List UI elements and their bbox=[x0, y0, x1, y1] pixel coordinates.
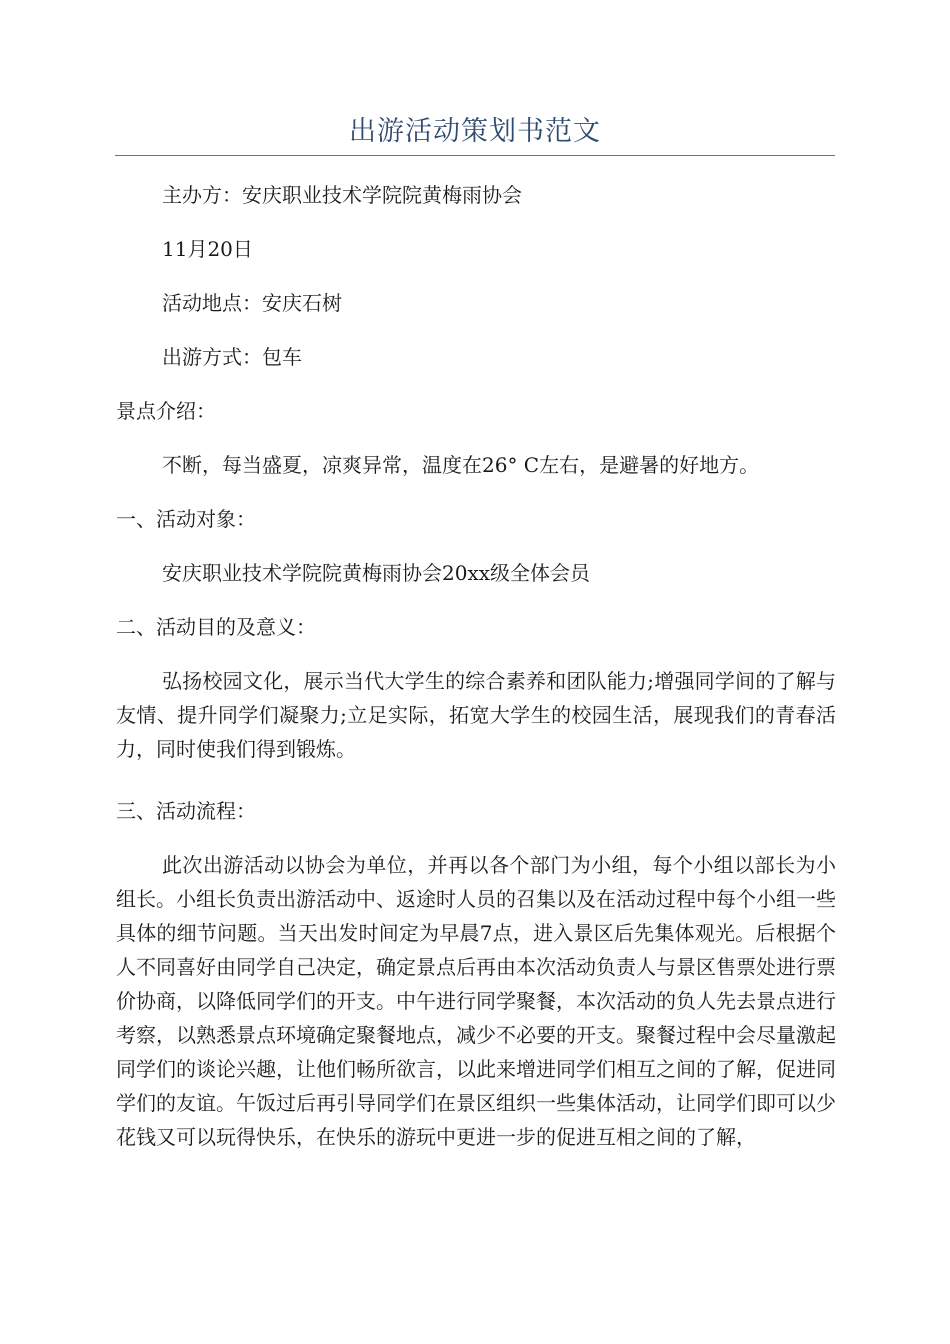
organizer-line: 主办方：安庆职业技术学院院黄梅雨协会 bbox=[162, 183, 522, 207]
section2-heading: 二、活动目的及意义： bbox=[116, 615, 316, 639]
title-underline bbox=[115, 155, 835, 156]
section1-heading: 一、活动对象： bbox=[116, 507, 256, 531]
section3-heading: 三、活动流程： bbox=[116, 799, 256, 823]
document-title: 出游活动策划书范文 bbox=[349, 116, 601, 147]
scenic-text: 不断，每当盛夏，凉爽异常，温度在26° C左右，是避暑的好地方。 bbox=[162, 453, 760, 477]
location-line: 活动地点：安庆石树 bbox=[162, 291, 342, 315]
transport-line: 出游方式：包车 bbox=[162, 345, 302, 369]
section1-text: 安庆职业技术学院院黄梅雨协会20xx级全体会员 bbox=[162, 561, 591, 585]
section2-paragraph: 弘扬校园文化，展示当代大学生的综合素养和团队能力;增强同学间的了解与友情、提升同学们凝聚力;立足实际，拓宽大学生的校园生活，展现我们的青春活力，同时使我们得到锻炼。 bbox=[116, 669, 836, 761]
scenic-heading: 景点介绍： bbox=[116, 399, 216, 423]
section3-paragraph: 此次出游活动以协会为单位，并再以各个部门为小组，每个小组以部长为小组长。小组长负责出游活动中、返途时人员的召集以及在活动过程中每个小组一些具体的细节问题。当天出发时间定为早晨7点，进入景区后先集体观光。后根据个人不同喜好由同学自己决定，确定景点后再由本次活动负责人与景区售票处进行票价协商，以降低同学们的开支。中午进行同学聚餐，本次活动的负人先去景点进行考察，以熟悉景点环境确定聚餐地点，减少不必要的开支。聚餐过程中会尽量激起同学们的谈论兴趣，让他们畅所欲言，以此来增进同学们相互之间的了解，促进同学们的友谊。午饭过后再引导同学们在景区组织一些集体活动，让同学们即可以少花钱又可以玩得快乐，在快乐的游玩中更进一步的促进互相之间的了解， bbox=[116, 853, 836, 1149]
date-line: 11月20日 bbox=[162, 237, 253, 261]
